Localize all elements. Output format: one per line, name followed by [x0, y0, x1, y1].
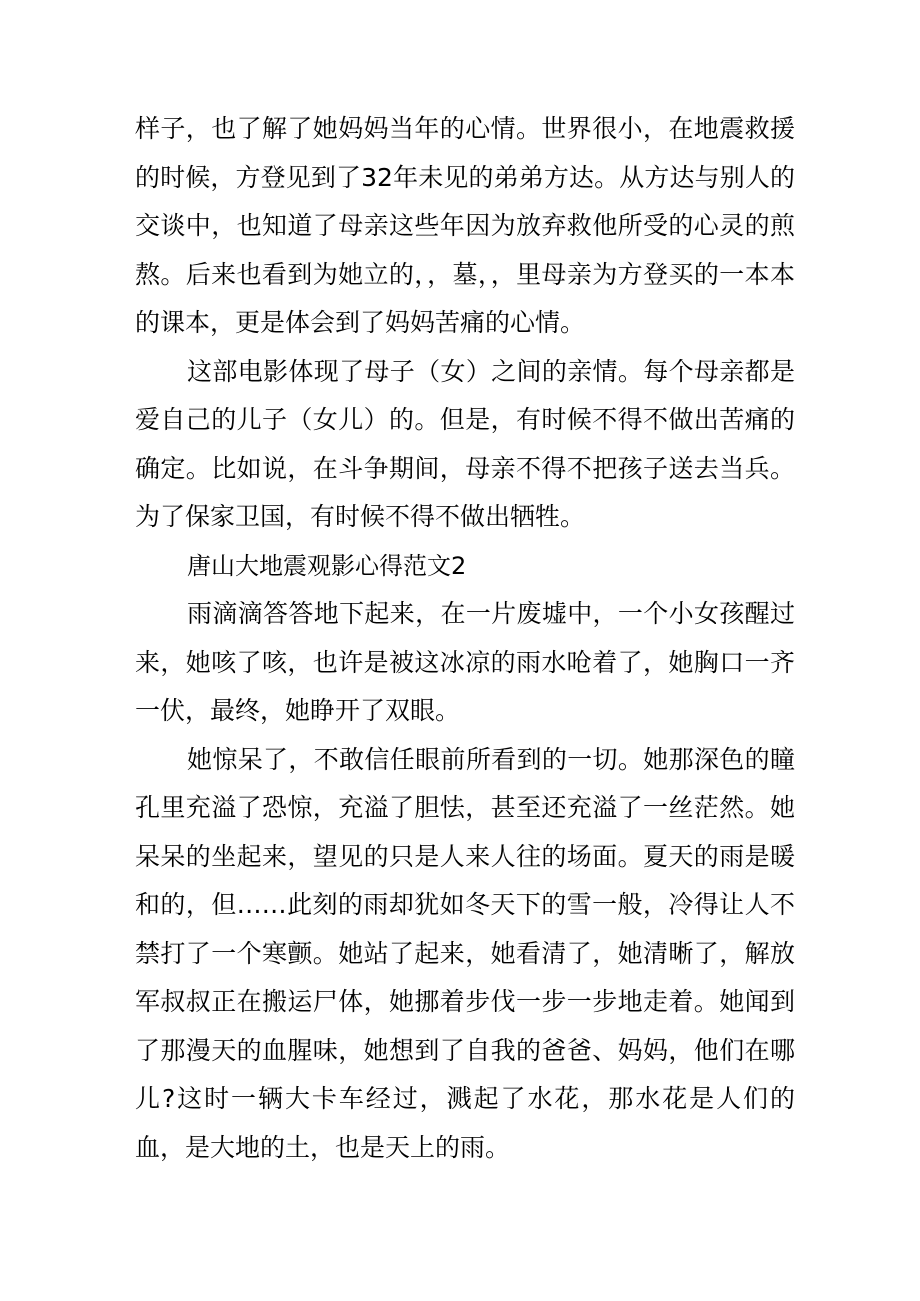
paragraph-continued: 样子，也了解了她妈妈当年的心情。世界很小，在地震救援的时候，方登见到了32年未见的弟弟方达。从方达与别人的交谈中，也知道了母亲这些年因为放弃救他所受的心灵的煎熬。后来也看到为她立的，，墓，，里母亲为方登买的一本本的课本，更是体会到了妈妈苦痛的心情。 [135, 114, 795, 337]
document-body [135, 105, 795, 1172]
section-heading: 唐山大地震观影心得范文2 [187, 551, 467, 580]
paragraph-girl-wakes: 雨滴滴答答地下起来，在一片废墟中，一个小女孩醒过来，她咳了咳，也许是被这冰凉的雨水呛着了，她胸口一齐一伏，最终，她睁开了双眼。 [135, 599, 795, 725]
paragraph-girl-shocked: 她惊呆了，不敢信任眼前所看到的一切。她那深色的瞳孔里充溢了恐惊，充溢了胆怯，甚至还充溢了一丝茫然。她呆呆的坐起来，望见的只是人来人往的场面。夏天的雨是暖和的，但……此刻的雨却犹如冬天下的雪一般，冷得让人不禁打了一个寒颤。她站了起来，她看清了，她清晰了，解放军叔叔正在搬运尸体，她挪着步伐一步一步地走着。她闻到了那漫天的血腥味，她想到了自我的爸爸、妈妈，他们在哪儿?这时一辆大卡车经过，溅起了水花，那水花是人们的血，是大地的土，也是天上的雨。 [135, 744, 795, 1162]
paragraph-family-love: 这部电影体现了母子（女）之间的亲情。每个母亲都是爱自己的儿子（女儿）的。但是，有时候不得不做出苦痛的确定。比如说，在斗争期间，母亲不得不把孩子送去当兵。为了保家卫国，有时候不得不做出牺牲。 [135, 356, 795, 531]
